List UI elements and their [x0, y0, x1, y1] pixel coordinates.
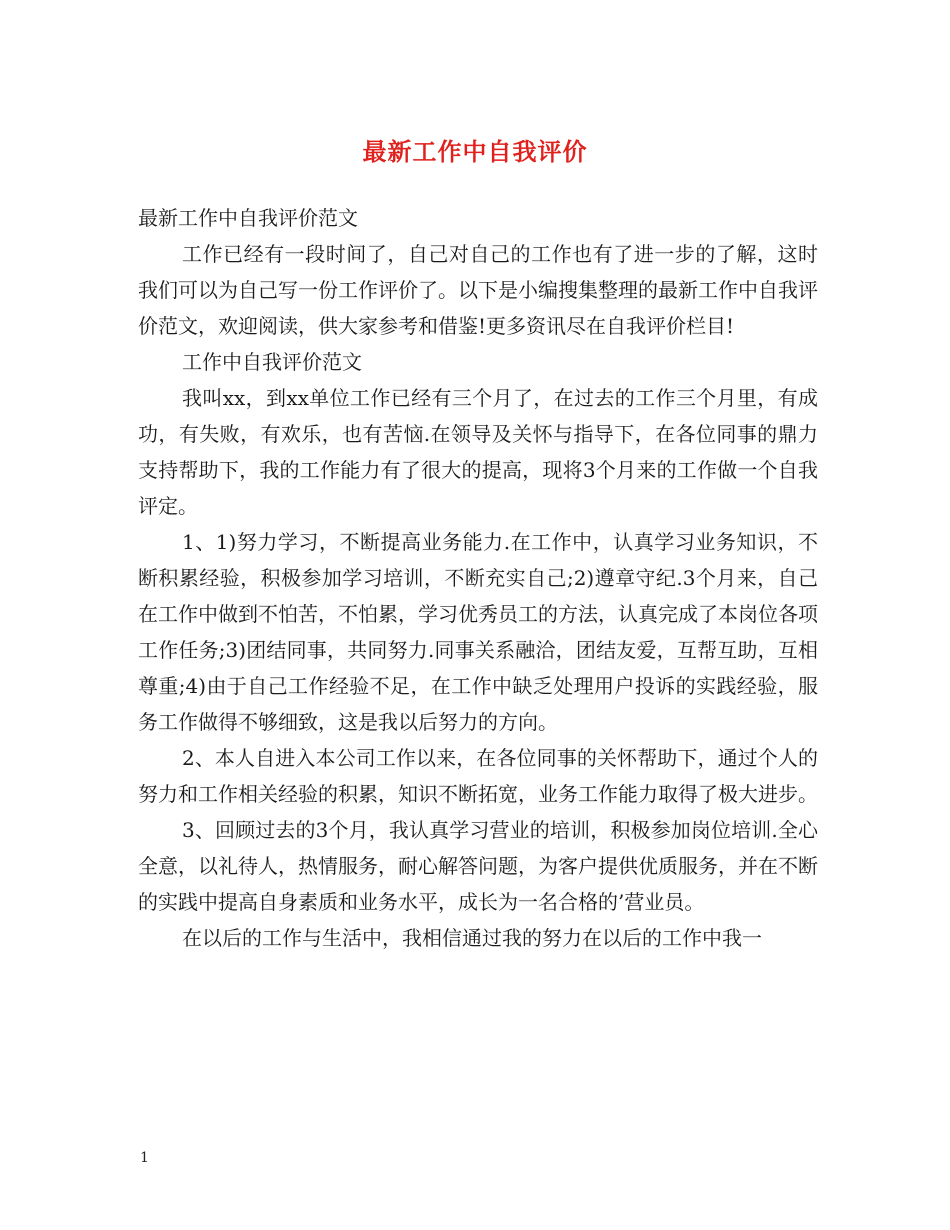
document-title: 最新工作中自我评价	[362, 137, 588, 166]
document-subtitle: 最新工作中自我评价范文	[138, 206, 358, 230]
body-paragraph: 在以后的工作与生活中，我相信通过我的努力在以后的工作中我一	[182, 926, 762, 950]
body-paragraph: 我叫xx，到xx单位工作已经有三个月了，在过去的工作三个月里，有成功，有失败，有欢乐，也有苦恼.在领导及关怀与指导下，在各位同事的鼎力支持帮助下，我的工作能力有了很大的提高，现将3个月来的工作做一个自我评定。	[138, 386, 818, 518]
body-paragraph: 3、回顾过去的3个月，我认真学习营业的培训，积极参加岗位培训.全心全意，以礼待人，热情服务，耐心解答问题，为客户提供优质服务，并在不断的实践中提高自身素质和业务水平，成长为一名合格的’营业员。	[138, 818, 818, 914]
page-number: 1	[140, 1150, 149, 1166]
body-paragraph: 2、本人自进入本公司工作以来，在各位同事的关怀帮助下，通过个人的努力和工作相关经验的积累，知识不断拓宽，业务工作能力取得了极大进步。	[138, 746, 818, 806]
body-paragraph: 1、1)努力学习，不断提高业务能力.在工作中，认真学习业务知识，不断积累经验，积极参加学习培训，不断充实自己;2)遵章守纪.3个月来，自己在工作中做到不怕苦，不怕累，学习优秀员工的方法，认真完成了本岗位各项工作任务;3)团结同事，共同努力.同事关系融洽，团结友爱，互帮互助，互相尊重;4)由于自己工作经验不足，在工作中缺乏处理用户投诉的实践经验，服务工作做得不够细致，这是我以后努力的方向。	[138, 530, 818, 734]
document-body	[138, 200, 818, 956]
section-heading: 工作中自我评价范文	[182, 350, 362, 374]
intro-paragraph: 工作已经有一段时间了，自己对自己的工作也有了进一步的了解，这时我们可以为自己写一份工作评价了。以下是小编搜集整理的最新工作中自我评价范文，欢迎阅读，供大家参考和借鉴!更多资讯尽在自我评价栏目!	[138, 242, 818, 338]
